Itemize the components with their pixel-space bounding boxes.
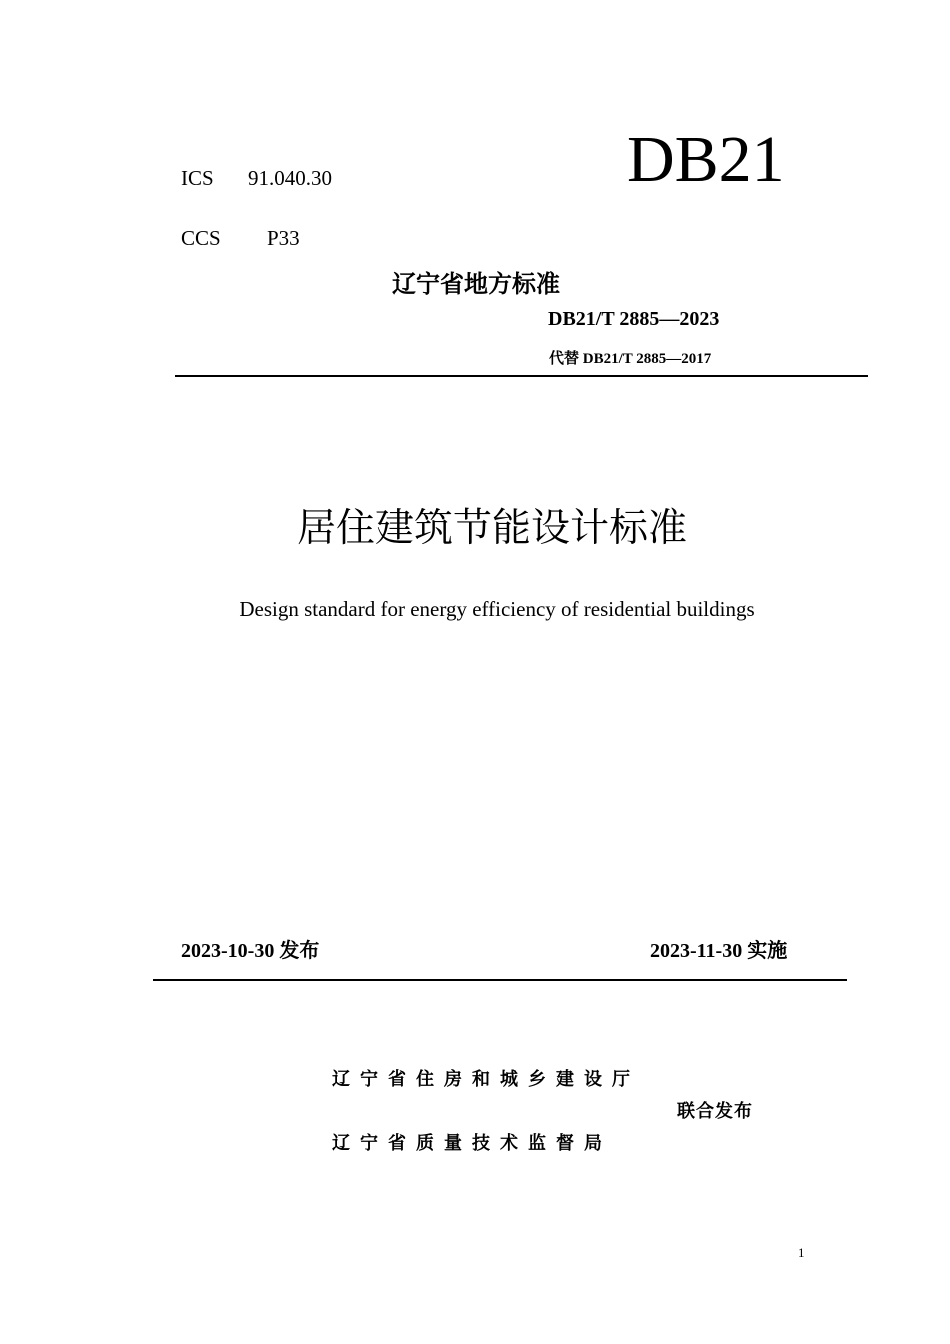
issuer-housing-department: 辽宁省住房和城乡建设厅 [332, 1069, 640, 1090]
title-chinese: 居住建筑节能设计标准 [296, 506, 687, 551]
ccs-code: P33 [267, 226, 300, 250]
ccs-label: CCS [181, 226, 221, 250]
standard-number: DB21/T 2885—2023 [548, 308, 720, 330]
issuer-quality-bureau: 辽宁省质量技术监督局 [332, 1133, 612, 1154]
implement-date: 2023-11-30 实施 [650, 940, 788, 962]
publish-date: 2023-10-30 发布 [181, 940, 320, 962]
title-english: Design standard for energy efficiency of residential buildings [239, 597, 755, 621]
ics-code: 91.040.30 [248, 166, 332, 190]
ics-label: ICS [181, 166, 214, 190]
bottom-divider [153, 979, 847, 981]
replaces-standard: 代替 DB21/T 2885—2017 [549, 351, 712, 367]
db-code: DB21 [627, 123, 785, 196]
standard-type: 辽宁省地方标准 [392, 270, 560, 298]
page-number: 1 [798, 1245, 805, 1260]
joint-issue-label: 联合发布 [677, 1101, 753, 1122]
top-divider [175, 375, 868, 377]
